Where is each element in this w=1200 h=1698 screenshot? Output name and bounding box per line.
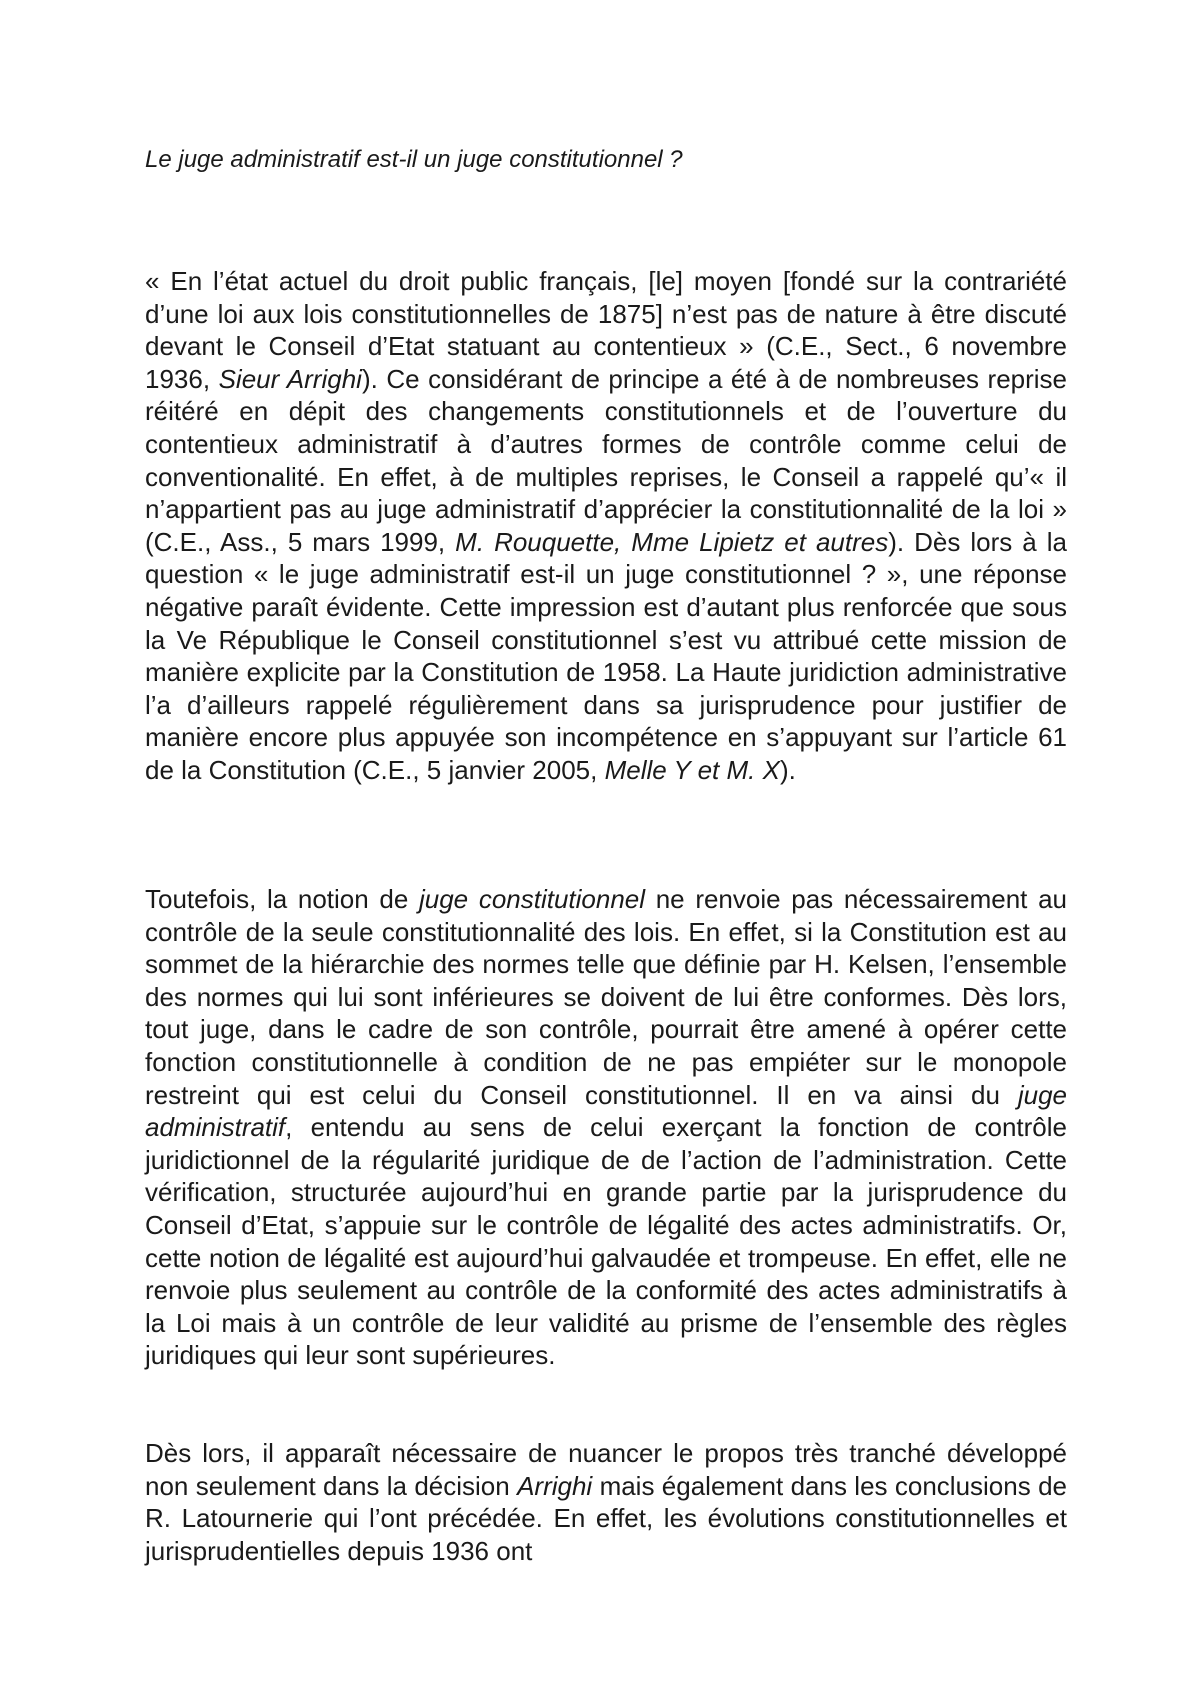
case-name-italic: Sieur Arrighi — [218, 363, 362, 394]
text-run: ). Dès lors à la question « le juge administratif est-il un juge constitutionnel ? », une réponse négative paraît évidente. Cette impression est d’autant plus renforcée que sous la Ve République le Conseil constitutionnel s’est vu attribué cette mission de manière explicite par la Constitution de 1958. La Haute juridiction administrative l’a d’ailleurs rappelé régulièrement dans sa jurisprudence pour justifier de manière encore plus appuyée son incompétence en s’appuyant sur l’article 61 de la Constitution (C.E., 5 janvier 2005, — [145, 526, 1067, 785]
term-italic: juge constitutionnel — [418, 884, 646, 914]
paragraph-2 — [145, 883, 1067, 1372]
text-run: ne renvoie pas nécessairement au contrôle de la seule constitutionnalité des lois. En effet, si la Constitution est au sommet de la hiérarchie des normes telle que définie par H. Kelsen, l’ensemble des normes qui lui sont inférieures se doivent de lui être conformes. Dès lors, tout juge, dans le cadre de son contrôle, pourrait être amené à opérer cette fonction constitutionnelle à condition de ne pas empiéter sur le monopole restreint qui est celui du Conseil constitutionnel. Il en va ainsi du — [145, 884, 1067, 1110]
case-name-italic: M. Rouquette, Mme Lipietz et autres — [455, 526, 889, 557]
document-title: Le juge administratif est-il un juge constitutionnel ? — [145, 146, 683, 173]
case-name-italic: Melle Y et M. X — [604, 754, 780, 785]
paragraph-3 — [145, 1437, 1067, 1567]
text-run: ). Ce considérant de principe a été à de nombreuses reprise réitéré en dépit des changements constitutionnels et de l’ouverture du contentieux administratif à d’autres formes de contrôle comme celui de conventionalité. En effet, à de multiples reprises, le Conseil a rappelé qu’« il n’appartient pas au juge administratif d’apprécier la constitutionnalité de la loi » (C.E., Ass., 5 mars 1999, — [145, 363, 1068, 557]
paragraph-1 — [145, 265, 1067, 787]
text-run: ). — [779, 754, 796, 785]
term-italic: juge administratif — [145, 1079, 1067, 1143]
text-run: mais également dans les conclusions de R. Latournerie qui l’ont précédée. En effet, les évolutions constitutionnelles et jurisprudentielles depuis 1936 ont — [145, 1470, 1067, 1566]
case-name-italic: Arrighi — [517, 1470, 593, 1501]
text-run: « En l’état actuel du droit public français, [le] moyen [fondé sur la contrariété d’une loi aux lois constitutionnelles de 1875] n’est pas de nature à être discuté devant le Conseil d’Etat statuant au contentieux » (C.E., Sect., 6 novembre 1936, — [145, 266, 1067, 394]
text-run: Toutefois, la notion de — [145, 884, 419, 914]
text-run: Dès lors, il apparaît nécessaire de nuancer le propos très tranché développé non seulement dans la décision — [145, 1438, 1067, 1501]
text-run: , entendu au sens de celui exerçant la fonction de contrôle juridictionnel de la régularité juridique de de l’action de l’administration. Cette vérification, structurée aujourd’hui en grande partie par la jurisprudence du Conseil d’Etat, s’appuie sur le contrôle de légalité des actes administratifs. Or, cette notion de légalité est aujourd’hui galvaudée et trompeuse. En effet, elle ne renvoie plus seulement au contrôle de la conformité des actes administratifs à la Loi mais à un contrôle de leur validité au prisme de l’ensemble des règles juridiques qui leur sont supérieures. — [145, 1112, 1067, 1371]
